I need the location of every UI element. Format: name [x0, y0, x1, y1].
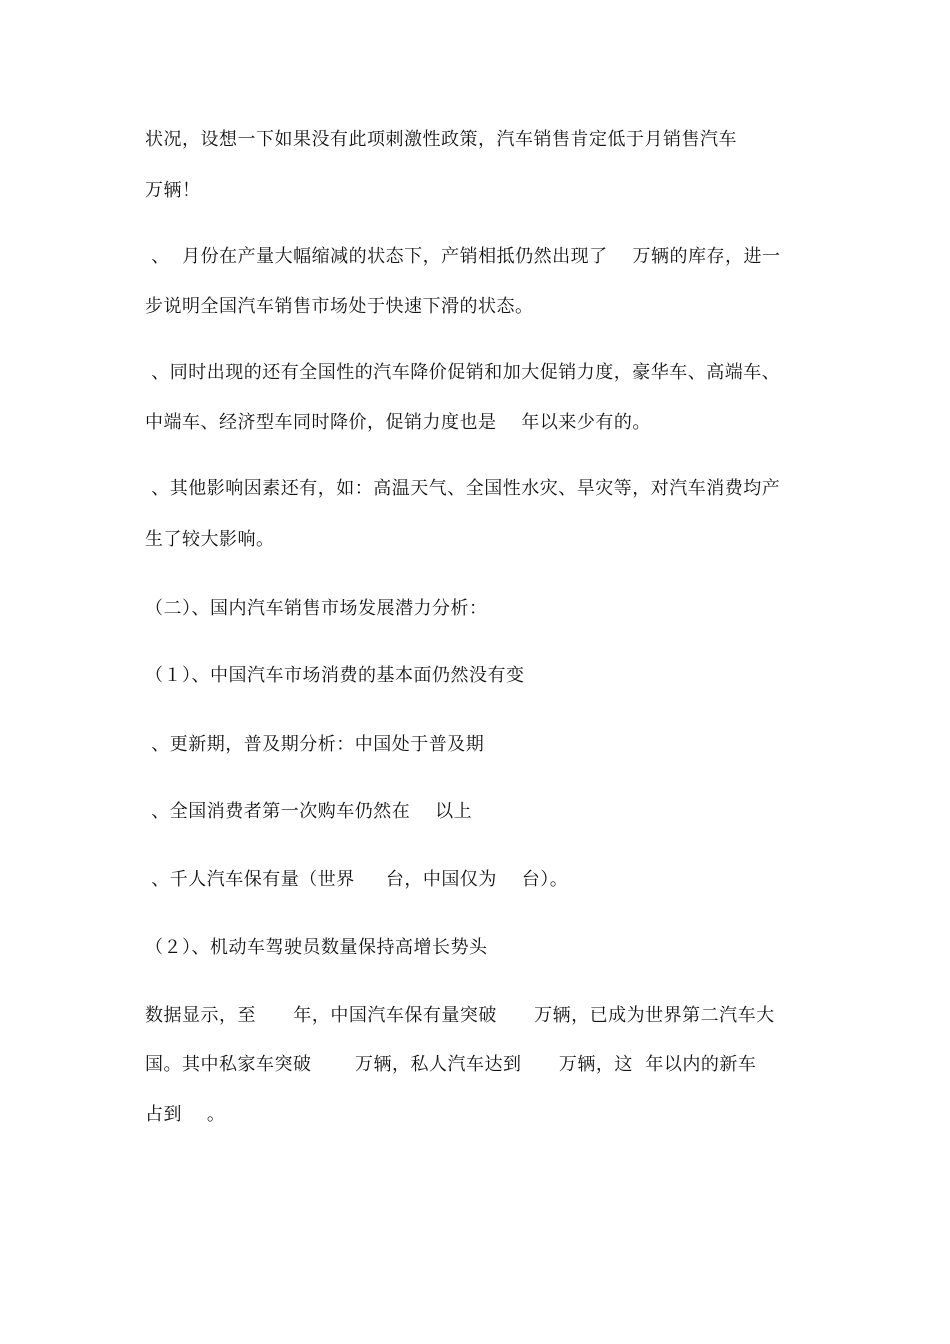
text-line: 、 月份在产量大幅缩减的状态下，产销相抵仍然出现了 万辆的库存，进一: [145, 246, 781, 267]
text-line: 占到 。: [145, 1104, 226, 1125]
text-line: 、更新期，普及期分析：中国处于普及期: [145, 734, 485, 755]
text-line: 、同时出现的还有全国性的汽车降价促销和加大促销力度，豪华车、高端车、: [145, 362, 781, 383]
text-line: 中端车、经济型车同时降价，促销力度也是 年以来少有的。: [145, 412, 651, 433]
text-line: 状况，设想一下如果没有此项刺激性政策，汽车销售肯定低于月销售汽车: [145, 129, 737, 150]
text-line: 、其他影响因素还有，如：高温天气、全国性水灾、旱灾等，对汽车消费均产: [145, 478, 781, 499]
text-line: 生了较大影响。: [145, 529, 275, 550]
text-line: 步说明全国汽车销售市场处于快速下滑的状态。: [145, 296, 534, 317]
subsection-heading: （１）、中国汽车市场消费的基本面仍然没有变: [145, 665, 525, 686]
text-line: 万辆！: [145, 180, 201, 201]
text-line: 数据显示，至 年，中国汽车保有量突破 万辆，已成为世界第二汽车大: [145, 1005, 775, 1026]
section-heading: （二）、国内汽车销售市场发展潜力分析：: [145, 598, 488, 619]
text-line: 、全国消费者第一次购车仍然在 以上: [145, 801, 473, 822]
subsection-heading: （２）、机动车驾驶员数量保持高增长势头: [145, 937, 488, 958]
text-line: 、千人汽车保有量（世界 台，中国仅为 台）。: [145, 869, 569, 890]
text-line: 国。其中私家车突破 万辆，私人汽车达到 万辆，这 年以内的新车: [145, 1054, 757, 1075]
